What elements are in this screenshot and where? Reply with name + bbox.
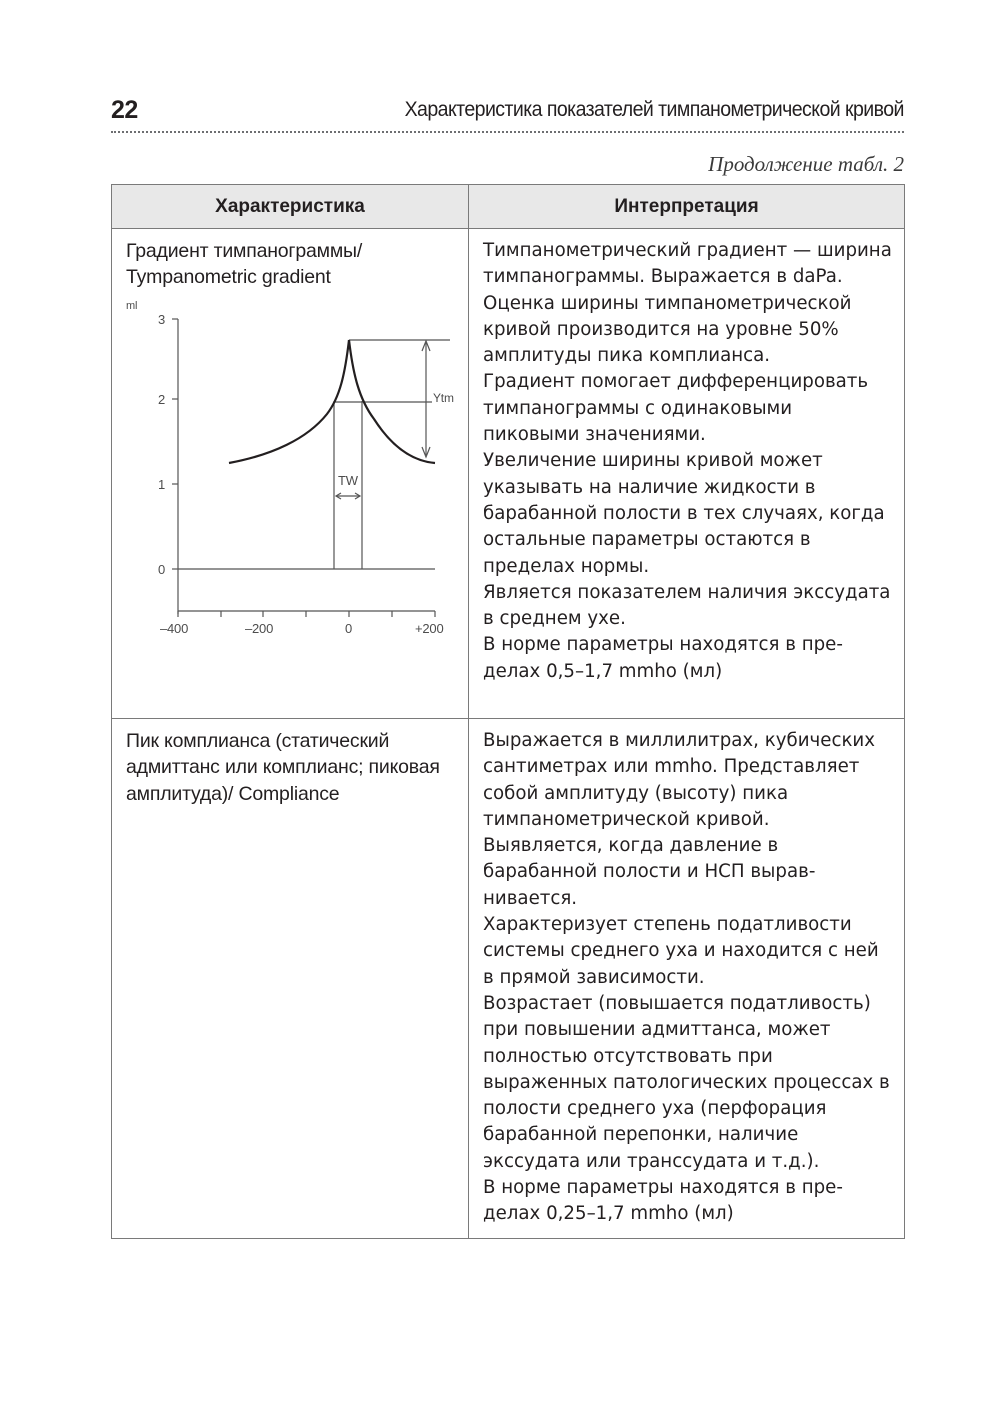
- interpretation-paragraph: Градиент помогает дифференцировать тимпанограммы с одинаковыми пиковыми значениями.: [483, 371, 869, 446]
- page-header: [111, 96, 904, 132]
- x-tick-0: 0: [345, 620, 353, 636]
- characteristic-text: Пик комплианса (статический адмиттанс или комплианс; пиковая амплитуда)/ Compliance: [126, 730, 440, 805]
- column-header-characteristic: Характеристика: [112, 185, 469, 229]
- interpretation-paragraph: В норме параметры находятся в пределах 0,25–1,7 mmho (мл): [483, 1177, 843, 1225]
- characteristic-text: Градиент тимпанограммы/ Tympanometric gradient: [126, 240, 363, 289]
- x-tick-minus200: –200: [245, 620, 274, 636]
- table-row: [112, 719, 905, 1239]
- y-tick-3: 3: [158, 311, 166, 327]
- running-title: Характеристика показателей тимпанометрической кривой: [404, 98, 904, 121]
- interpretation-cell: [469, 229, 905, 719]
- column-header-interpretation: Интерпретация: [469, 185, 905, 229]
- interpretation-paragraph: В норме параметры находятся в пределах 0,5–1,7 mmho (мл): [483, 634, 843, 682]
- tympanogram-chart: [112, 289, 454, 636]
- tw-label: TW: [338, 472, 358, 488]
- table-continuation-label: Продолжение табл. 2: [708, 152, 904, 176]
- header-divider: [111, 131, 904, 133]
- y-tick-0: 0: [158, 561, 166, 577]
- x-tick-minus400: –400: [160, 620, 189, 636]
- characteristics-table: [111, 184, 905, 1239]
- interpretation-paragraph: Увеличение ширины кривой может указывать на наличие жидкости в барабанной полости в тех случаях, когда остальные параметры остаются в пределах нормы.: [483, 450, 885, 577]
- tympanogram-svg: [112, 289, 454, 636]
- table-row: [112, 229, 905, 719]
- characteristic-cell: [112, 719, 469, 1239]
- tympanogram-curve-left: [229, 340, 349, 463]
- interpretation-cell: [469, 719, 905, 1239]
- ytm-label: Ytm: [433, 390, 454, 405]
- x-tick-plus200: +200: [415, 620, 444, 636]
- table-header-row: [112, 185, 905, 229]
- interpretation-paragraph: Является показателем наличия экссудата в среднем ухе.: [483, 581, 891, 630]
- y-tick-2: 2: [158, 391, 166, 407]
- interpretation-paragraph: Возрастает (повышается податливость) при повышении адмиттанса, может полностью отсутствовать при выраженных патологических процессах в полости среднего уха (перфорация барабанной перепонки, наличие экссудата или транссудата и т.д.).: [483, 992, 890, 1172]
- interpretation-paragraph: Выражается в миллилитрах, кубических сантиметрах или mmho. Представляет собой амплитуду (высоту) пика тимпанометрической кривой. Выявляется, когда давление в барабанной полости и НСП выравнивается.: [483, 730, 876, 909]
- y-tick-1: 1: [158, 476, 166, 492]
- characteristic-cell: [112, 229, 469, 719]
- page-number: 22: [111, 96, 138, 124]
- y-unit-label: ml: [126, 299, 138, 312]
- interpretation-paragraph: Характеризует степень податливости системы среднего уха и находится с ней в прямой зависимости.: [483, 914, 879, 988]
- interpretation-paragraph: Тимпанометрический градиент — ширина тимпанограммы. Выражается в daPa. Оценка ширины тимпанометрической кривой производится на уровне 50% амплитуды пика комплианса.: [483, 240, 892, 367]
